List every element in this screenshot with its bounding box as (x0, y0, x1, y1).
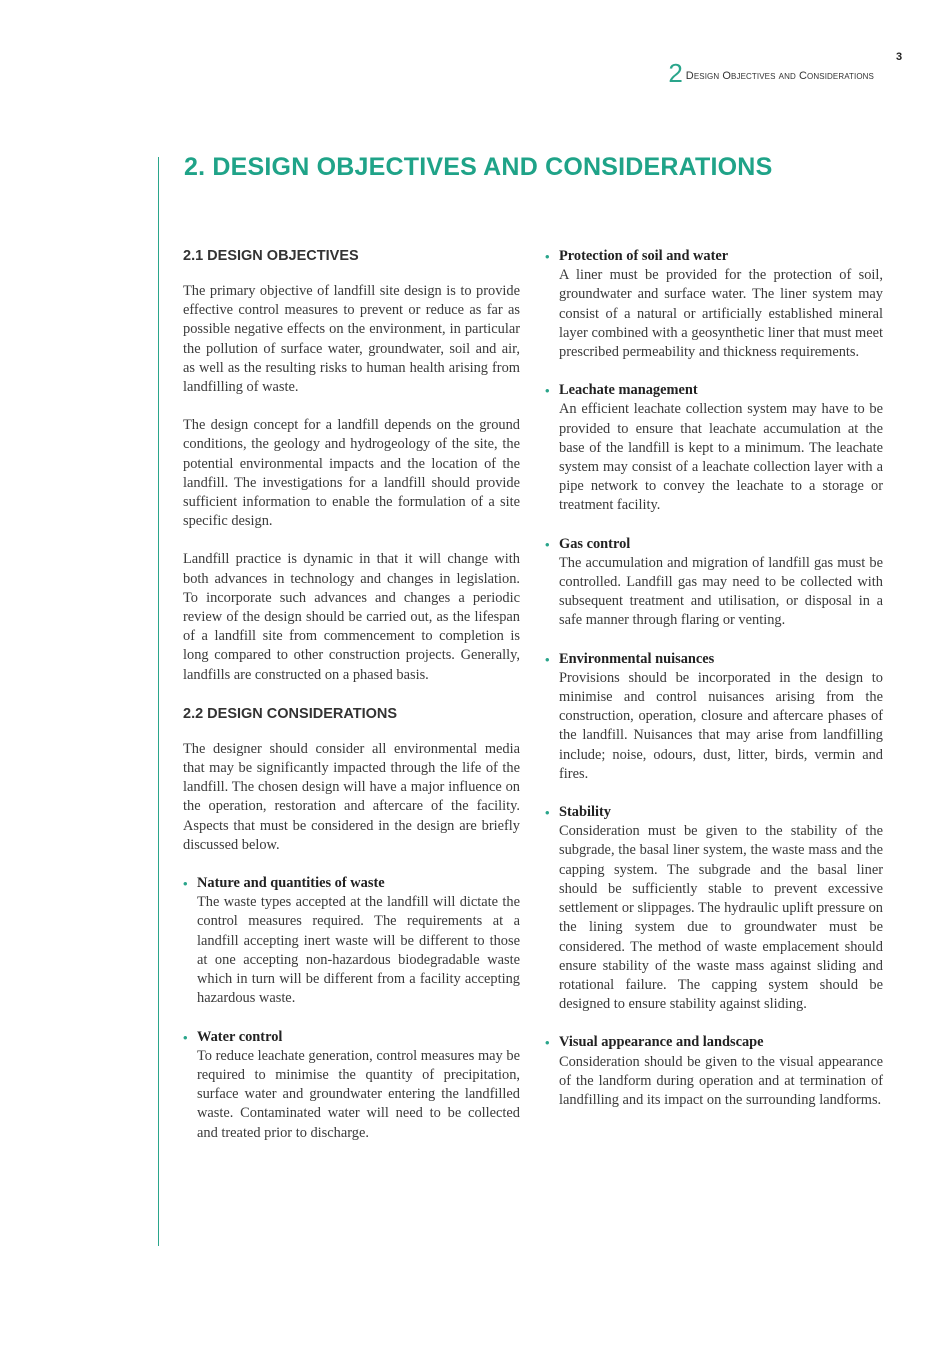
bullet-item-visual-appearance (545, 1033, 883, 1110)
bullet-title: Environmental nuisances (559, 650, 715, 667)
page-number: 3 (896, 51, 903, 63)
bullet-icon: • (545, 1035, 550, 1051)
bullet-icon: • (545, 805, 550, 821)
bullet-text: The accumulation and migration of landfill gas must be controlled. Landfill gas may need to be collected with subsequent treatment and utilisation, or disposal in a safe manner through flaring or venting. (559, 554, 883, 629)
bullet-text: The waste types accepted at the landfill will dictate the control measures required. The requirements at a landfill accepting inert waste will be different to those at one accepting non-hazardous biodegradable waste which in turn will be different from a facility accepting hazardous waste. (197, 894, 520, 1007)
bullet-icon: • (545, 536, 550, 552)
bullet-item-nature-of-waste (183, 874, 520, 1008)
bullet-text: Provisions should be incorporated in the design to minimise and control nuisances arising from the construction, operation, closure and aftercare phases of the landfill. Nuisances that may arise from landfilling include; noise, odours, dust, litter, birds, vermin and fires. (559, 669, 883, 782)
bullet-item-leachate-management (545, 381, 883, 515)
bullet-icon: • (545, 383, 550, 399)
bullet-item-stability (545, 803, 883, 1014)
bullet-title: Stability (559, 804, 611, 821)
chapter-title: 2. DESIGN OBJECTIVES AND CONSIDERATIONS (184, 153, 773, 181)
bullet-title: Protection of soil and water (559, 248, 729, 264)
bullet-icon: • (545, 249, 550, 264)
bullet-text: An efficient leachate collection system may have to be provided to ensure that leachate accumulation at the base of the landfill is kept to a minimum. The leachate system may consist of a leachate collection layer with a pipe network to convey the leachate to a storage or treatment facility. (559, 401, 883, 514)
considerations-intro: The designer should consider all environmental media that may be significantly impacted through the life of the landfill. The chosen design will have a major influence on the operation, restoration and aftercare of the facility. Aspects that must be considered in the design are briefly discussed below. (183, 740, 520, 853)
objectives-paragraph-1: The primary objective of landfill site design is to provide effective control measures to prevent or reduce as far as possible negative effects on the environment, in particular the pollution of surface water, groundwater, soil and air, as well as the resulting risks to human health arising from landfilling of waste. (183, 283, 520, 396)
section-heading-considerations: 2.2 DESIGN CONSIDERATIONS (183, 705, 398, 722)
running-header-chapter-number: 2 (668, 58, 683, 88)
bullet-title: Nature and quantities of waste (197, 875, 385, 892)
bullet-title: Water control (197, 1028, 283, 1045)
right-column (545, 247, 883, 1129)
section-heading-objectives: 2.1 DESIGN OBJECTIVES (183, 248, 359, 264)
bullet-icon: • (545, 651, 550, 667)
objectives-paragraph-2: The design concept for a landfill depends on the ground conditions, the geology and hydrogeology of the site, the potential environmental impacts and the location of the landfill. The investigations for a landfill should provide sufficient information to enable the formulation of a site specific design. (183, 417, 520, 530)
margin-rule (158, 157, 159, 1246)
objectives-paragraph-3: Landfill practice is dynamic in that it will change with both advances in technology and changes in legislation. To incorporate such advances and changes a periodic review of the design should be carried out, as the lifespan of a landfill site from commencement to completion is long compared to other construction projects. Generally, landfills are constructed on a phased basis. (183, 551, 520, 683)
bullet-item-water-control (183, 1028, 520, 1143)
bullet-text: A liner must be provided for the protection of soil, groundwater and surface water. The liner system may consist of a natural or artificially established mineral layer combined with a geosynthetic liner that must meet prescribed permeability and thickness requirements. (559, 267, 883, 361)
running-header (668, 58, 874, 89)
bullet-item-gas-control (545, 535, 883, 631)
bullet-text: Consideration must be given to the stability of the subgrade, the basal liner system, the waste mass and the capping system. The subgrade and the basal liner should be sufficiently stable to prevent excessive settlement or slippages. The hydraulic uplift pressure on the lining system due to groundwater must be considered. The method of waste emplacement should ensure stability of the waste mass against sliding and rotational failure. The capping system should be designed to ensure stability against sliding. (559, 823, 883, 1013)
running-header-text: Design Objectives and Considerations (685, 70, 874, 82)
bullet-text: Consideration should be given to the visual appearance of the landform during operation and at termination of landfilling and its impact on the surrounding landforms. (559, 1053, 883, 1108)
bullet-title: Leachate management (559, 382, 698, 399)
bullet-title: Gas control (559, 535, 631, 552)
bullet-icon: • (183, 876, 188, 892)
left-column (183, 247, 520, 1162)
bullet-icon: • (183, 1029, 188, 1045)
bullet-item-environmental-nuisances (545, 650, 883, 784)
bullet-title: Visual appearance and landscape (559, 1034, 764, 1051)
bullet-item-protection-soil-water (545, 247, 883, 362)
bullet-text: To reduce leachate generation, control measures may be required to minimise the quantity of precipitation, surface water and groundwater entering the landfilled waste. Contaminated water will need to be collected and treated prior to discharge. (197, 1047, 520, 1141)
